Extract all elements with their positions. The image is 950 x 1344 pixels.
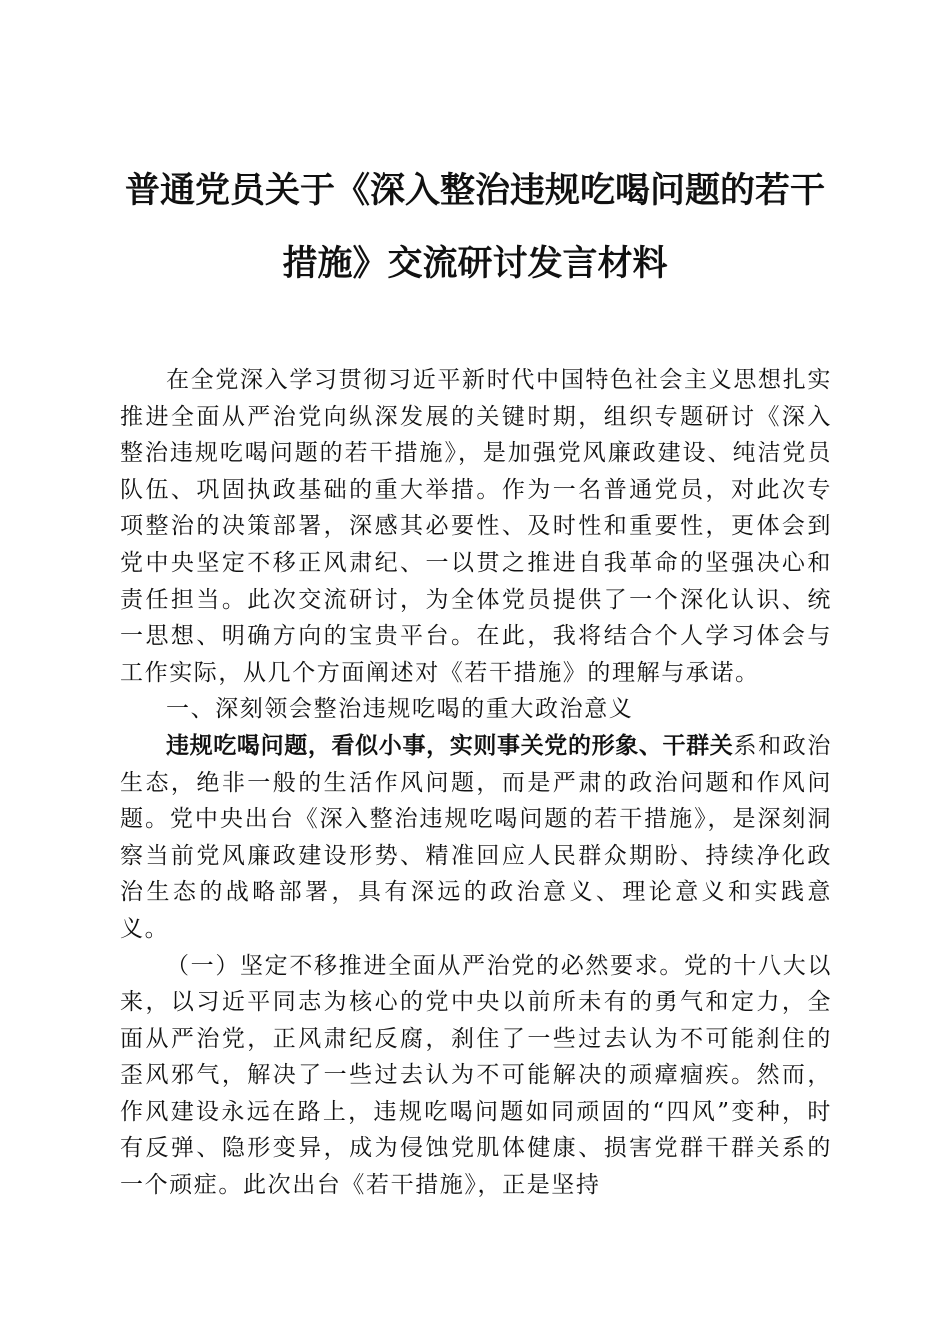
section-1-paragraph bbox=[120, 728, 832, 948]
subsection-1-paragraph: （一）坚定不移推进全面从严治党的必然要求。党的十八大以来，以习近平同志为核心的党中央以前所未有的勇气和定力，全面从严治党，正风肃纪反腐，刹住了一些过去认为不可能刹住的歪风邪气，解决了一些过去认为不可能解决的顽瘴痼疾。然而，作风建设永远在路上，违规吃喝问题如同顽固的“四风”变种，时有反弹、隐形变异，成为侵蚀党肌体健康、损害党群干群关系的一个顽症。此次出台《若干措施》，正是坚持 bbox=[120, 952, 832, 1199]
document-title-line-2: 措施》交流研讨发言材料 bbox=[282, 243, 668, 284]
document-body bbox=[120, 362, 832, 1204]
document-title-line-1: 普通党员关于《深入整治违规吃喝问题的若干 bbox=[124, 170, 825, 211]
intro-paragraph: 在全党深入学习贯彻习近平新时代中国特色社会主义思想扎实推进全面从严治党向纵深发展的关键时期，组织专题研讨《深入整治违规吃喝问题的若干措施》，是加强党风廉政建设、纯洁党员队伍、巩固执政基础的重大举措。作为一名普通党员，对此次专项整治的决策部署，深感其必要性、及时性和重要性，更体会到党中央坚定不移正风肃纪、一以贯之推进自我革命的坚强决心和责任担当。此次交流研讨，为全体党员提供了一个深化认识、统一思想、明确方向的宝贵平台。在此，我将结合个人学习体会与工作实际，从几个方面阐述对《若干措施》的理解与承诺。 bbox=[120, 367, 832, 686]
section-1-body: 系和政治生态，绝非一般的生活作风问题，而是严肃的政治问题和作风问题。党中央出台《深入整治违规吃喝问题的若干措施》，是深刻洞察当前党风廉政建设形势、精准回应人民群众期盼、持续净化政治生态的战略部署，具有深远的政治意义、理论意义和实践意义。 bbox=[120, 732, 833, 942]
section-1-lead-sentence: 违规吃喝问题，看似小事，实则事关党的形象、干群关 bbox=[166, 732, 734, 759]
section-1-heading: 一、深刻领会整治违规吃喝的重大政治意义 bbox=[166, 696, 634, 723]
